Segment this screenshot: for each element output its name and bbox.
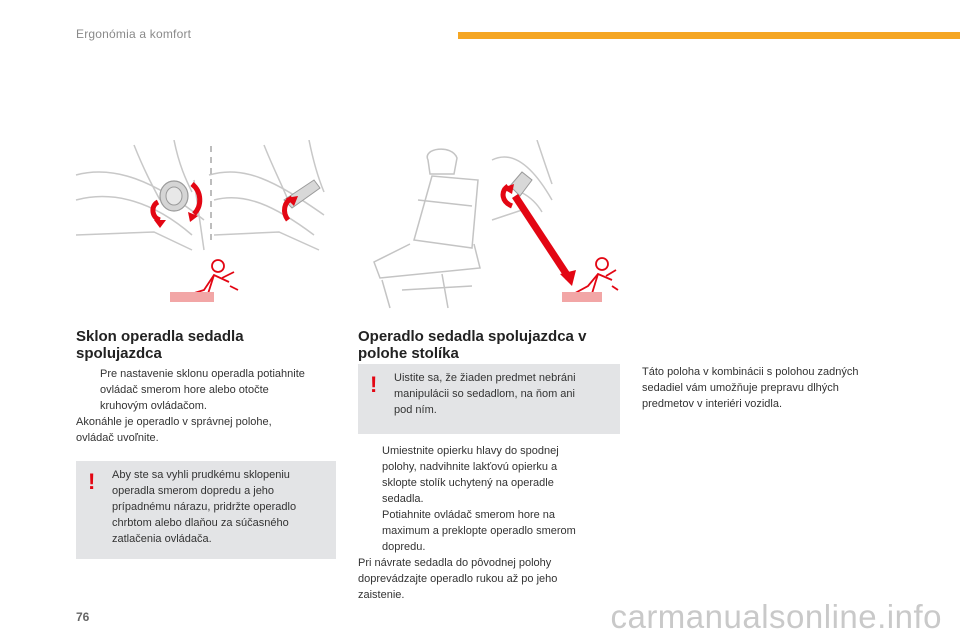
warning-box-table (358, 364, 620, 434)
table-position-instructions (358, 443, 620, 603)
section-title-recline (76, 328, 244, 362)
exclamation-icon: ! (88, 469, 96, 494)
table-position-note: Táto poloha v kombinácii s polohou zadných sedadiel vám umožňuje prepravu dlhých predmetov v interiéri vozidla. (642, 366, 859, 410)
title-line: spolujazdca (76, 345, 162, 362)
title-line: Operadlo sedadla spolujazdca v (358, 328, 587, 345)
title-line: polohe stolíka (358, 345, 459, 362)
paragraph: Akonáhle je operadlo v správnej polohe, ovládač uvoľnite. (76, 416, 272, 444)
warning-text: Aby ste sa vyhli prudkému sklopeniu operadla smerom dopredu a jeho prípadnému nárazu, pridržte operadlo chrbtom alebo dlaňou za súčasného zatlačenia ovládača. (112, 469, 297, 545)
recline-illustration (74, 140, 336, 312)
list-item: Potiahnite ovládač smerom hore na maximum a preklopte operadlo smerom dopredu. (382, 509, 576, 553)
header-accent-bar (458, 32, 960, 39)
warning-text: Uistite sa, že žiaden predmet nebráni manipulácii so sedadlom, na ňom ani pod ním. (394, 372, 576, 416)
table-position-illustration (362, 140, 620, 312)
recline-instructions (76, 366, 336, 446)
watermark: carmanualsonline.info (610, 598, 942, 635)
header-title: Ergonómia a komfort (76, 27, 192, 41)
title-line: Sklon operadla sedadla (76, 328, 244, 345)
section-title-table-position (358, 328, 586, 362)
list-item: Pre nastavenie sklonu operadla potiahnite ovládač smerom hore alebo otočte kruhovým ovládačom. (100, 368, 305, 412)
warning-box-recline (76, 461, 336, 559)
exclamation-icon: ! (370, 372, 378, 397)
page-number: 76 (76, 610, 90, 624)
list-item: Umiestnite opierku hlavy do spodnej polohy, nadvihnite lakťovú opierku a sklopte stolík uchytený na operadle sedadla. (382, 445, 559, 505)
paragraph: Pri návrate sedadla do pôvodnej polohy doprevádzajte operadlo rukou až po jeho zaistenie. (358, 557, 558, 601)
